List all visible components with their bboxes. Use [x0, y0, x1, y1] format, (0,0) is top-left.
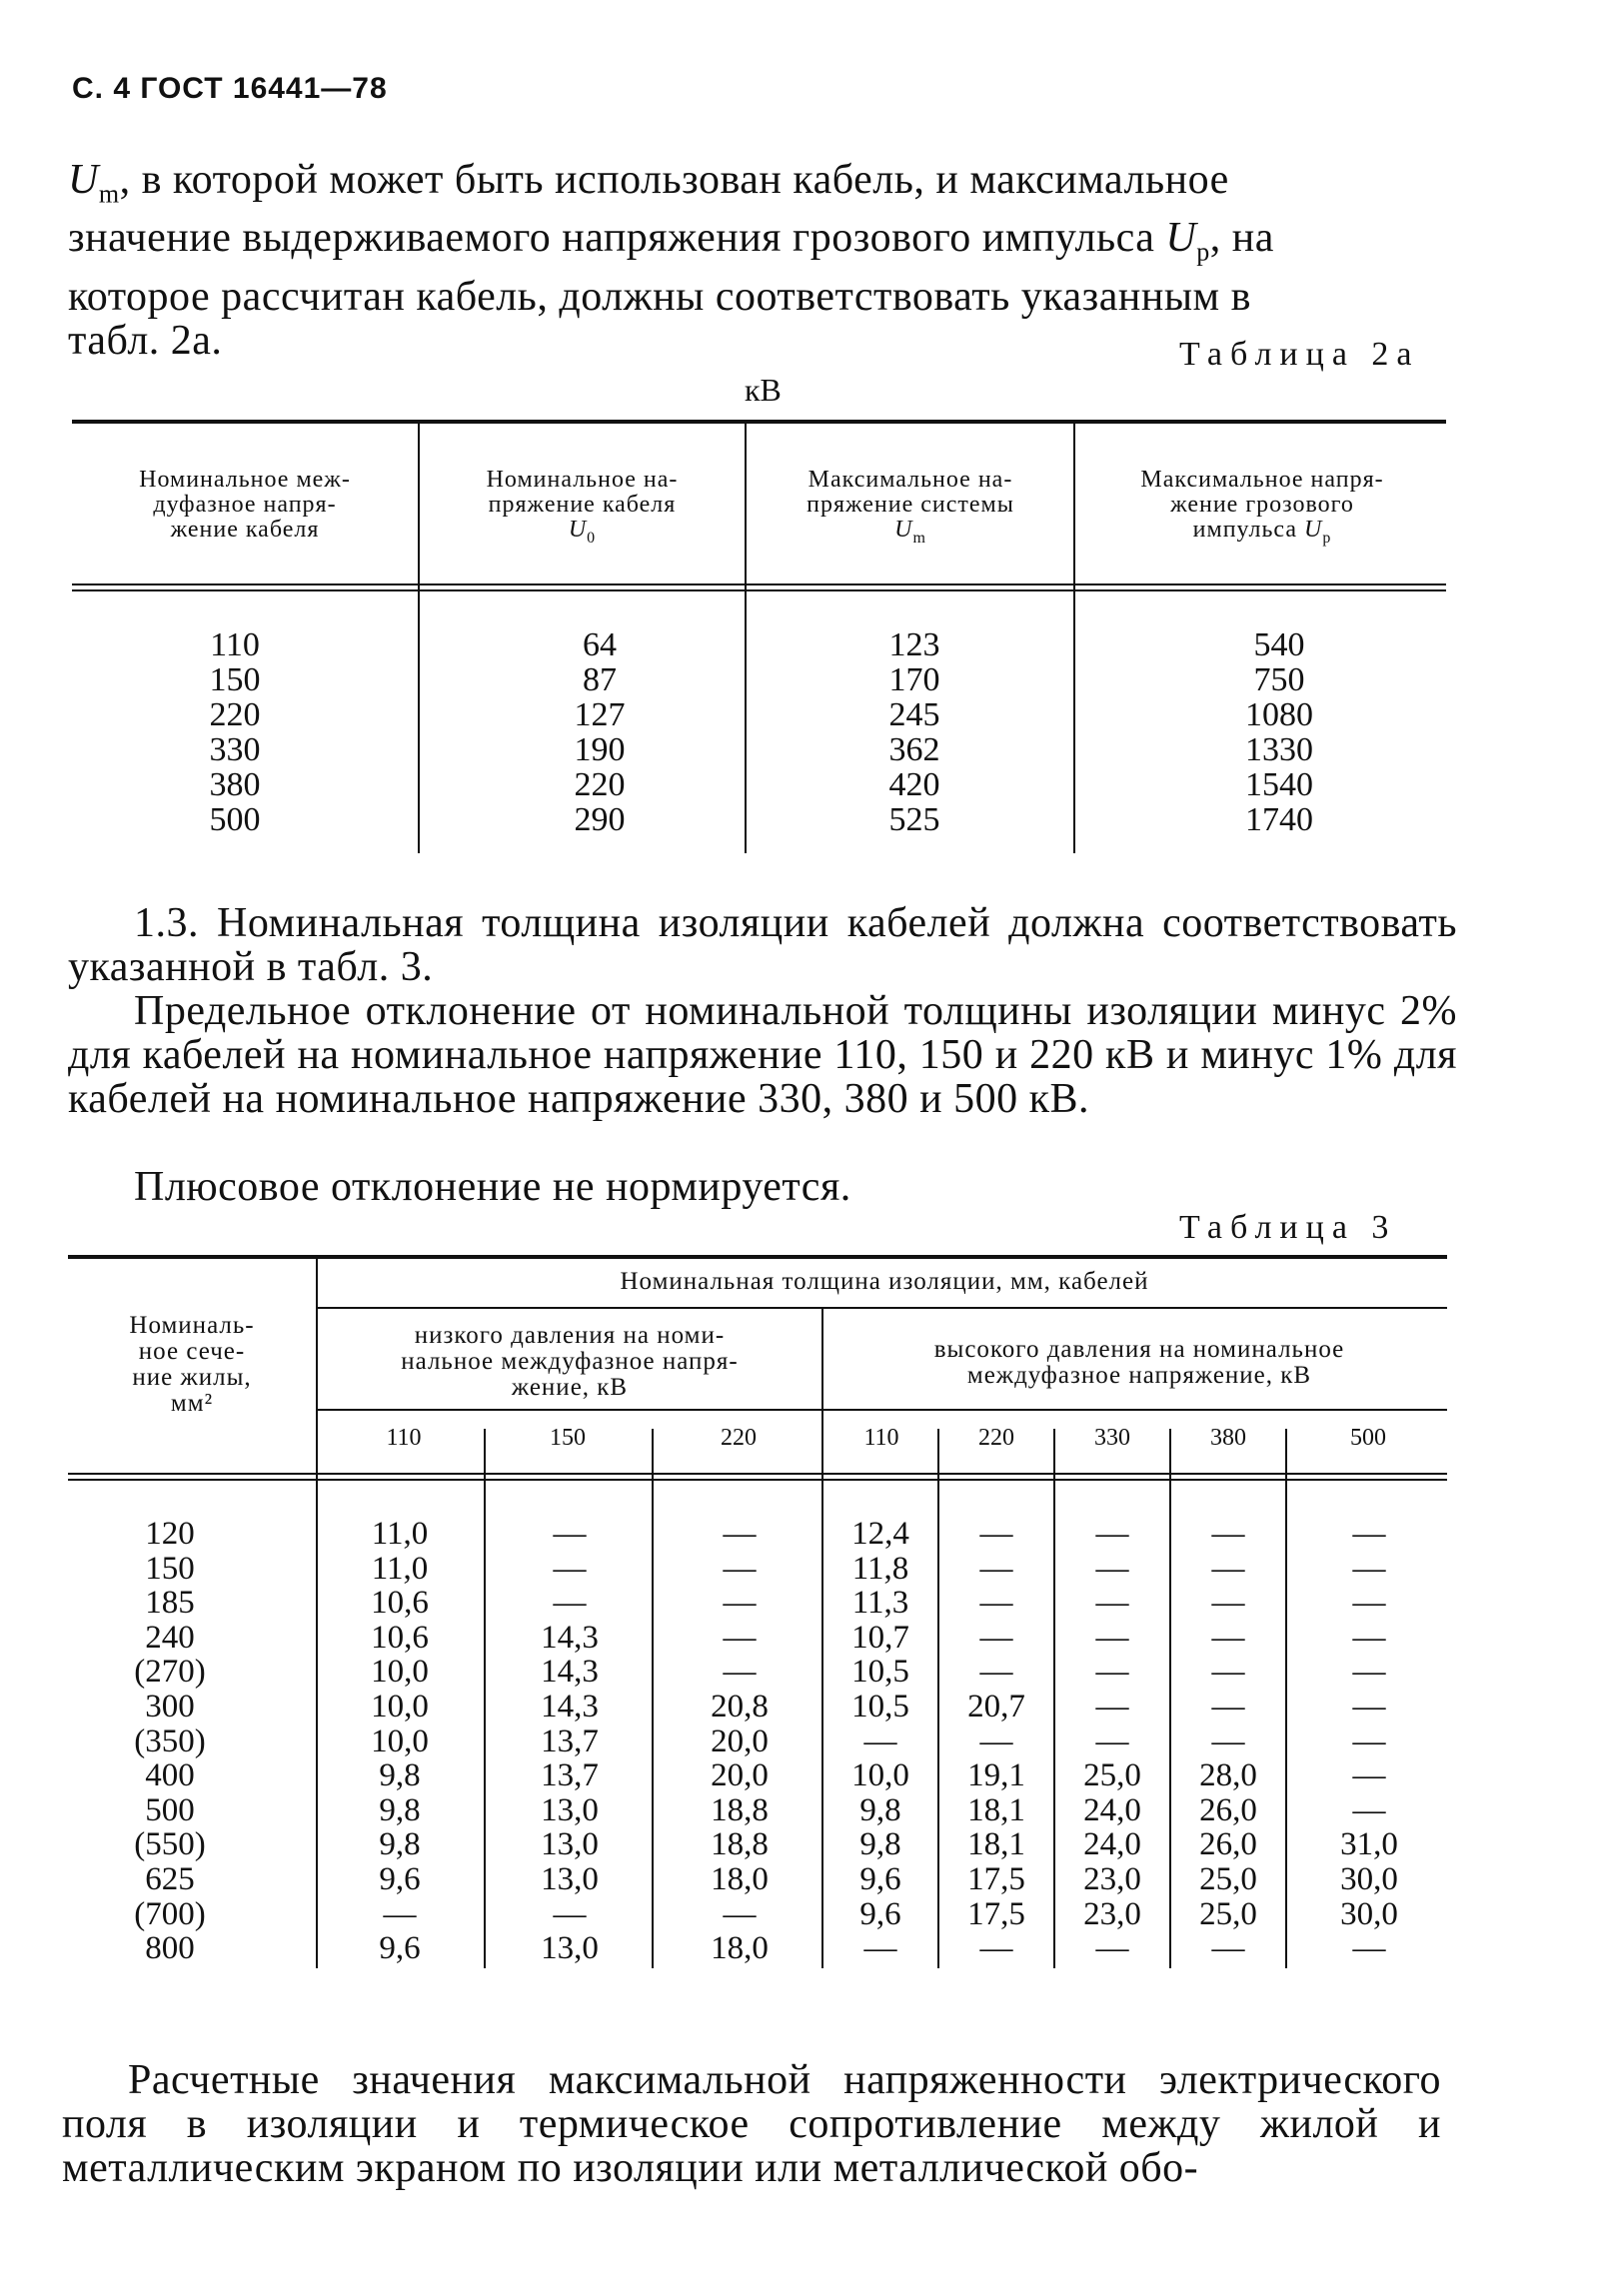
table3-cell: — — [979, 1585, 1013, 1622]
table3-col-divider — [652, 1429, 654, 1968]
table3-cell: 30,0 — [1340, 1895, 1398, 1932]
table3-cell: 18,0 — [711, 1930, 769, 1967]
table3-cell: — — [1352, 1791, 1386, 1828]
table3-column-high-330 — [1057, 1517, 1167, 1966]
table2a-cell: 64 — [583, 626, 617, 663]
table3-cell: (700) — [134, 1895, 206, 1932]
table3-cell: — — [979, 1722, 1013, 1759]
table3-column-low-150 — [510, 1517, 630, 1966]
table3-cell: — — [1095, 1619, 1129, 1656]
table3-cell: 20,8 — [711, 1688, 769, 1724]
table2a-cell: 190 — [574, 731, 626, 768]
table3-cell: 20,7 — [967, 1688, 1025, 1724]
table3-cell: 13,7 — [541, 1757, 599, 1794]
table3-cell: — — [979, 1516, 1013, 1552]
table3-column-high-110 — [825, 1517, 935, 1966]
table3-cell: 24,0 — [1083, 1826, 1141, 1863]
table3-cell: 9,6 — [379, 1930, 421, 1967]
table3-cell: — — [723, 1585, 757, 1622]
table3-cell: 9,8 — [379, 1757, 421, 1794]
table3-cell: 10,6 — [371, 1585, 429, 1622]
table3-cell: — — [1095, 1688, 1129, 1724]
table3-cell: 13,0 — [541, 1826, 599, 1863]
table3-cell: 17,5 — [967, 1860, 1025, 1897]
table3-main-header: Номинальная толщина изоляции, мм, кабелей — [620, 1268, 1149, 1295]
table3-cell: — — [1352, 1619, 1386, 1656]
table3-cell: 150 — [145, 1550, 195, 1587]
table2a-cell: 330 — [209, 731, 261, 768]
table3-cell: (350) — [134, 1722, 206, 1759]
table3-cell: — — [1352, 1654, 1386, 1691]
table3-cell: 14,3 — [541, 1688, 599, 1724]
table3-cell: 30,0 — [1340, 1860, 1398, 1897]
table2a-column-um — [839, 627, 989, 837]
table3-cell: — — [1352, 1722, 1386, 1759]
table3-cell: 11,3 — [851, 1585, 909, 1622]
table3-cell: — — [723, 1654, 757, 1691]
table3-cell: 25,0 — [1199, 1860, 1257, 1897]
table3-column-high-500 — [1309, 1517, 1429, 1966]
table3-cell: — — [553, 1516, 587, 1552]
table3-cell: 11,0 — [371, 1516, 429, 1552]
table3-cell: — — [723, 1516, 757, 1552]
table3-cell: 9,8 — [379, 1791, 421, 1828]
section-1-3-p1: 1.3. Номинальная толщина изоляции кабелей должна соответствовать указанной в табл. 3. — [68, 900, 1457, 990]
table3-cell: 14,3 — [541, 1619, 599, 1656]
table3-column-section — [110, 1517, 230, 1966]
table3-cell: 625 — [145, 1860, 195, 1897]
table3-voltage-label: 110 — [863, 1425, 899, 1451]
table3-cell: — — [1211, 1930, 1245, 1967]
table3-col-divider — [1053, 1429, 1055, 1968]
table3-cell: 10,0 — [371, 1722, 429, 1759]
table3-cell: 23,0 — [1083, 1860, 1141, 1897]
table2a-cell: 380 — [209, 766, 261, 803]
table2a-header-rule — [72, 589, 1446, 591]
table3-cell: 18,8 — [711, 1791, 769, 1828]
table2a-cell: 1540 — [1245, 766, 1313, 803]
table2a-cell: 123 — [888, 626, 940, 663]
table3-cell: 500 — [145, 1791, 195, 1828]
table3-cell: — — [1095, 1516, 1129, 1552]
table3-voltage-label: 220 — [978, 1425, 1014, 1451]
table3-rule — [318, 1307, 1447, 1309]
table3-cell: — — [723, 1550, 757, 1587]
table2a-col-divider — [1073, 424, 1075, 853]
table3-cell: 800 — [145, 1930, 195, 1967]
table3-cell: 26,0 — [1199, 1826, 1257, 1863]
table3-cell: — — [1352, 1585, 1386, 1622]
table2a-cell: 420 — [888, 766, 940, 803]
table2a-col-divider — [418, 424, 420, 853]
table3-cell: (270) — [134, 1654, 206, 1691]
table3-column-high-380 — [1173, 1517, 1283, 1966]
table2a-cell: 220 — [574, 766, 626, 803]
table2a-header-2: Номинальное на- пряжение кабеля $U_0$ — [486, 467, 679, 547]
table3-cell: 28,0 — [1199, 1757, 1257, 1794]
table3-cell: — — [1352, 1550, 1386, 1587]
table2a-cell: 1740 — [1245, 801, 1313, 838]
table2a-cell: 540 — [1253, 626, 1305, 663]
table3-cell: 18,0 — [711, 1860, 769, 1897]
table3-stub-divider — [316, 1259, 318, 1968]
symbol-U: U — [68, 157, 99, 203]
table2a-column-voltage — [140, 627, 330, 837]
table3-rule — [318, 1409, 1447, 1411]
section-1-3-p3: Плюсовое отклонение не нормируется. — [134, 1164, 851, 1210]
table3-col-divider — [484, 1429, 486, 1968]
table2a-cell: 290 — [574, 801, 626, 838]
table3-cell: 185 — [145, 1585, 195, 1622]
table3-cell: — — [1095, 1585, 1129, 1622]
table3-cell: 14,3 — [541, 1654, 599, 1691]
table3-voltage-label: 110 — [386, 1425, 422, 1451]
table2a-cell: 127 — [574, 696, 626, 733]
table3-voltage-label: 150 — [550, 1425, 586, 1451]
table3-cell: — — [553, 1585, 587, 1622]
table2a-top-rule — [72, 420, 1446, 424]
table3-cell: 11,8 — [851, 1550, 909, 1587]
table2a-header-1: Номинальное меж- дуфазное напря- жение кабеля — [139, 467, 351, 543]
table3-top-rule — [68, 1255, 1447, 1259]
table2a-cell: 245 — [888, 696, 940, 733]
table2a-col-divider — [745, 424, 747, 853]
closing-paragraph: Расчетные значения максимальной напряженности электрического поля в изоляции и термическое сопротивление между жилой и металлическим экраном по изоляции или металлической обо- — [62, 2057, 1441, 2191]
table3-cell: 13,0 — [541, 1860, 599, 1897]
table3-cell: 10,6 — [371, 1619, 429, 1656]
table3-group-low: низкого давления на номи- нальное междуфазное напря- жение, кВ — [401, 1322, 739, 1401]
table3-cell: — — [1352, 1516, 1386, 1552]
table2a-header-rule — [72, 583, 1446, 585]
table3-cell: — — [1211, 1722, 1245, 1759]
table3-cell: 10,0 — [371, 1688, 429, 1724]
table3-cell: — — [979, 1619, 1013, 1656]
table3-cell: — — [553, 1895, 587, 1932]
table2a-cell: 170 — [888, 661, 940, 698]
table3-voltage-label: 380 — [1210, 1425, 1246, 1451]
table3-cell: 19,1 — [967, 1757, 1025, 1794]
table3-cell: — — [1352, 1930, 1386, 1967]
table3-cell: — — [1095, 1654, 1129, 1691]
table3-cell: — — [1095, 1930, 1129, 1967]
table2a-cell: 110 — [210, 626, 260, 663]
table3-voltage-label: 220 — [721, 1425, 757, 1451]
table3-cell: 24,0 — [1083, 1791, 1141, 1828]
table3-cell: 9,6 — [859, 1895, 901, 1932]
table3-cell: 18,1 — [967, 1826, 1025, 1863]
table3-cell: 13,7 — [541, 1722, 599, 1759]
table3-column-high-220 — [941, 1517, 1051, 1966]
table2a-cell: 525 — [888, 801, 940, 838]
table3-cell: 300 — [145, 1688, 195, 1724]
table3-cell: 20,0 — [711, 1722, 769, 1759]
table3-cell: 12,4 — [851, 1516, 909, 1552]
table3-cell: — — [383, 1895, 417, 1932]
table3-cell: 120 — [145, 1516, 195, 1552]
table3-cell: 25,0 — [1083, 1757, 1141, 1794]
table3-cell: 20,0 — [711, 1757, 769, 1794]
table3-title: Таблица 3 — [1179, 1209, 1397, 1246]
table3-cell: 13,0 — [541, 1791, 599, 1828]
table3-cell: 400 — [145, 1757, 195, 1794]
table3-cell: 11,0 — [371, 1550, 429, 1587]
table3-cell: 23,0 — [1083, 1895, 1141, 1932]
table3-cell: — — [1211, 1619, 1245, 1656]
table3-cell: 240 — [145, 1619, 195, 1656]
table2a-cell: 1330 — [1245, 731, 1313, 768]
table3-group-high: высокого давления на номинальное междуфазное напряжение, кВ — [933, 1336, 1345, 1389]
table3-cell: — — [863, 1930, 897, 1967]
table3-col-divider — [1285, 1429, 1287, 1968]
table3-cell: — — [723, 1895, 757, 1932]
table3-voltage-label: 500 — [1350, 1425, 1386, 1451]
table3-cell: — — [1211, 1688, 1245, 1724]
table3-cell: 9,6 — [379, 1860, 421, 1897]
table3-cell: 9,6 — [859, 1860, 901, 1897]
intro-paragraph: $U_m$, в которой может быть использован кабель, и максимальное значение выдерживаемого напряжения грозового импульса $U_р$, на которое рассчитан кабель, должны соответствовать указанным в табл. 2а. — [68, 157, 1274, 364]
table3-cell: — — [979, 1550, 1013, 1587]
table3-cell: 10,5 — [851, 1654, 909, 1691]
table2a-cell: 500 — [209, 801, 261, 838]
table3-cell: — — [979, 1654, 1013, 1691]
table3-col-divider — [937, 1429, 939, 1968]
table2a-cell: 362 — [888, 731, 940, 768]
table3-cell: 18,1 — [967, 1791, 1025, 1828]
table2a-cell: 750 — [1253, 661, 1305, 698]
table2a-cell: 87 — [583, 661, 617, 698]
table3-cell: 9,8 — [859, 1791, 901, 1828]
table3-cell: 10,0 — [851, 1757, 909, 1794]
table2a-unit: кВ — [745, 372, 782, 408]
table2a-header-3: Максимальное на- пряжение системы $U_m$ — [806, 467, 1014, 547]
section-1-3-p2: Предельное отклонение от номинальной толщины изоляции минус 2% для кабелей на номинальное напряжение 110, 150 и 220 кВ и минус 1% для кабелей на номинальное напряжение 330, 380 и 500 кВ. — [68, 988, 1457, 1122]
table3-cell: — — [1352, 1757, 1386, 1794]
table2a-cell: 220 — [209, 696, 261, 733]
table3-header-rule — [68, 1479, 1447, 1481]
table3-header-rule — [68, 1473, 1447, 1475]
table3-column-low-110 — [340, 1517, 460, 1966]
table3-cell: 10,7 — [851, 1619, 909, 1656]
table2a-cell: 1080 — [1245, 696, 1313, 733]
table2a-header-4: Максимальное напря- жение грозового импульса $U_р$ — [1140, 467, 1384, 547]
table3-cell: — — [1211, 1654, 1245, 1691]
table3-cell: — — [1352, 1688, 1386, 1724]
table3-column-low-220 — [680, 1517, 800, 1966]
table3-cell: — — [1211, 1516, 1245, 1552]
table2a-column-up — [1179, 627, 1379, 837]
table3-cell: 9,8 — [859, 1826, 901, 1863]
page-header: С. 4 ГОСТ 16441—78 — [72, 72, 388, 105]
table3-cell: 13,0 — [541, 1930, 599, 1967]
table3-cell: 25,0 — [1199, 1895, 1257, 1932]
table3-cell: — — [1095, 1550, 1129, 1587]
table3-cell: — — [979, 1930, 1013, 1967]
table3-group-divider — [821, 1309, 823, 1968]
table3-stub-header: Номиналь- ное сече- ние жилы, мм² — [129, 1312, 255, 1417]
table3-cell: — — [863, 1722, 897, 1759]
table3-cell: — — [1211, 1550, 1245, 1587]
table3-cell: (550) — [134, 1826, 206, 1863]
table2a-column-u0 — [520, 627, 680, 837]
table3-cell: — — [1095, 1722, 1129, 1759]
table3-cell: — — [553, 1550, 587, 1587]
table2a-title: Таблица 2а — [1179, 336, 1420, 373]
table3-cell: 10,0 — [371, 1654, 429, 1691]
table3-cell: 17,5 — [967, 1895, 1025, 1932]
table3-cell: 18,8 — [711, 1826, 769, 1863]
table3-cell: 9,8 — [379, 1826, 421, 1863]
table3-cell: — — [1211, 1585, 1245, 1622]
table3-cell: 31,0 — [1340, 1826, 1398, 1863]
table3-voltage-label: 330 — [1094, 1425, 1130, 1451]
table3-cell: 10,5 — [851, 1688, 909, 1724]
table2a-cell: 150 — [209, 661, 261, 698]
table3-cell: 26,0 — [1199, 1791, 1257, 1828]
table3-col-divider — [1169, 1429, 1171, 1968]
table3-cell: — — [723, 1619, 757, 1656]
